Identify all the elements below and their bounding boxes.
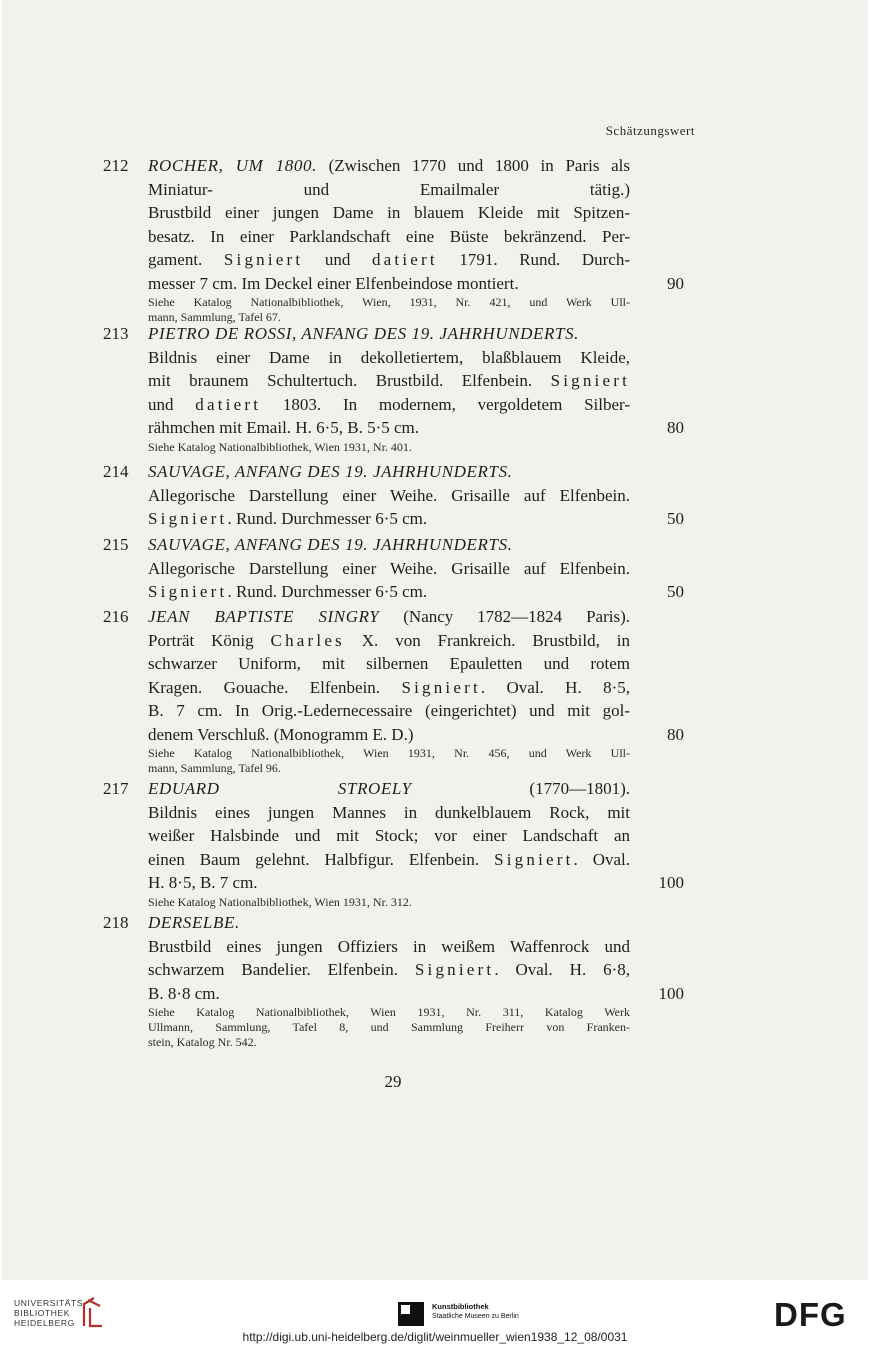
- description-text: mit braunem Schultertuch. Brustbild. Elfenbein.: [148, 371, 551, 390]
- description-text: und: [303, 250, 372, 269]
- dfg-logo[interactable]: DFG: [774, 1296, 847, 1333]
- description-text: denem Verschluß. (Monogramm E. D.): [148, 724, 414, 744]
- description-text: Kragen. Gouache. Elfenbein.: [148, 677, 402, 697]
- description-text: weißer Halsbinde und mit Stock; vor einer Landschaft an: [148, 826, 630, 845]
- description-text: Brustbild einer jungen Dame in blauem Kleide mit Spitzen-: [148, 203, 630, 222]
- description-text: datiert: [195, 394, 262, 414]
- entry-description: [148, 605, 630, 776]
- entry-description: [148, 911, 630, 1050]
- description-line: [148, 533, 630, 557]
- description-line: [148, 629, 630, 653]
- description-line: [148, 322, 630, 346]
- description-line: [148, 484, 630, 508]
- description-line: [148, 699, 630, 723]
- description-text: B. 8·8 cm.: [148, 983, 220, 1003]
- estimate-price: 50: [667, 582, 684, 601]
- description-line: [148, 154, 630, 178]
- kunstbibliothek-icon: [398, 1302, 424, 1326]
- artist-name: SAUVAGE, ANFANG DES 19. JAHRHUNDERTS.: [148, 535, 513, 554]
- description-line: [148, 958, 630, 982]
- description-line: [148, 557, 630, 581]
- lot-number: 214: [103, 462, 129, 481]
- description-text: 1791. Rund. Durch-: [437, 250, 631, 269]
- reference-note: mann, Sammlung, Tafel 96.: [148, 761, 281, 775]
- description-text: . Oval.: [573, 849, 631, 869]
- reference-note: Siehe Katalog Nationalbibliothek, Wien 1931, Nr. 311, Katalog Werk: [148, 1005, 630, 1019]
- description-text: (Zwischen 1770 und 1800 in Paris als: [316, 156, 630, 175]
- reference-note: stein, Katalog Nr. 542.: [148, 1035, 257, 1049]
- description-line: [148, 507, 630, 531]
- ub-logo-line: HEIDELBERG: [14, 1318, 75, 1328]
- entry-description: [148, 777, 630, 910]
- description-text: X. von Frankreich. Brustbild, in: [344, 630, 630, 650]
- estimate-price: 90: [667, 273, 684, 293]
- description-text: H. 8·5, B. 7 cm.: [148, 873, 258, 892]
- description-line: [148, 777, 630, 801]
- kb-sub: Staatliche Museen zu Berlin: [432, 1313, 519, 1320]
- description-text: messer 7 cm. Im Deckel einer Elfenbeindose montiert.: [148, 273, 519, 293]
- description-line: [148, 178, 630, 202]
- source-url-link[interactable]: http://digi.ub.uni-heidelberg.de/diglit/weinmueller_wien1938_12_08/0031: [242, 1330, 628, 1344]
- entry-description: [148, 322, 630, 455]
- ub-bracket-icon: [80, 1296, 106, 1328]
- description-line: [148, 248, 630, 272]
- description-line: [148, 225, 630, 249]
- description-text: Signiert: [148, 509, 228, 528]
- description-line: [148, 605, 630, 629]
- description-text: (Nancy 1782—1824 Paris).: [379, 607, 630, 626]
- description-line: [148, 911, 630, 935]
- description-text: Signiert: [223, 250, 304, 269]
- artist-name: DERSELBE.: [148, 913, 240, 932]
- lot-number: 213: [103, 324, 129, 343]
- entry-description: [148, 154, 630, 325]
- description-line: [148, 580, 630, 604]
- lot-number: 212: [103, 156, 129, 175]
- description-text: Bildnis eines jungen Mannes in dunkelblauem Rock, mit: [148, 802, 630, 822]
- description-text: Charles: [270, 630, 345, 650]
- footer: [0, 1280, 870, 1347]
- artist-name: EDUARD STROELY: [148, 779, 412, 798]
- description-text: datiert: [371, 250, 438, 269]
- estimate-price: 50: [667, 509, 684, 528]
- description-text: rähmchen mit Email. H. 6·5, B. 5·5 cm.: [148, 418, 419, 437]
- ub-logo-line: BIBLIOTHEK: [14, 1308, 71, 1318]
- artist-name: SAUVAGE, ANFANG DES 19. JAHRHUNDERTS.: [148, 462, 513, 481]
- description-line: [148, 723, 630, 747]
- description-text: einen Baum gelehnt. Halbfigur. Elfenbein.: [148, 849, 495, 869]
- reference-note: Siehe Katalog Nationalbibliothek, Wien 1931, Nr. 456, und Werk Ull-: [148, 746, 630, 760]
- artist-name: JEAN BAPTISTE SINGRY: [148, 607, 380, 626]
- description-text: schwarzem Bandelier. Elfenbein.: [148, 960, 415, 979]
- estimate-price: 80: [667, 724, 684, 744]
- description-line: [148, 871, 630, 895]
- description-text: . Rund. Durchmesser 6·5 cm.: [227, 509, 428, 528]
- description-line: [148, 652, 630, 676]
- description-text: Allegorische Darstellung einer Weihe. Grisaille auf Elfenbein.: [148, 558, 630, 578]
- description-line: [148, 369, 630, 393]
- estimate-price: 80: [667, 418, 684, 437]
- description-line: [148, 676, 630, 700]
- description-line: [148, 416, 630, 440]
- description-text: Signiert: [401, 677, 481, 697]
- description-line: [148, 935, 630, 959]
- lot-number: 215: [103, 535, 129, 554]
- description-text: gament.: [148, 250, 224, 269]
- description-text: Porträt König: [148, 630, 271, 650]
- description-text: Signiert: [414, 960, 495, 979]
- estimate-price: 100: [658, 983, 684, 1003]
- description-text: Brustbild eines jungen Offiziers in weißem Waffenrock und: [148, 936, 630, 956]
- description-text: Signiert: [148, 582, 228, 601]
- description-line: [148, 460, 630, 484]
- description-line: [148, 201, 630, 225]
- entry-description: [148, 533, 630, 604]
- description-line: [148, 824, 630, 848]
- description-text: 1803. In modernem, vergoldetem Silber-: [261, 394, 631, 414]
- entry-description: [148, 460, 630, 531]
- description-text: besatz. In einer Parklandschaft eine Büste bekränzend. Per-: [148, 226, 630, 246]
- lot-number: 217: [103, 779, 129, 798]
- description-text: und: [148, 394, 196, 414]
- ub-heidelberg-logo[interactable]: [14, 1298, 87, 1328]
- ub-logo-line: UNIVERSITÄTS-: [14, 1298, 87, 1308]
- kb-name: Kunstbibliothek: [432, 1302, 489, 1311]
- description-line: [148, 393, 630, 417]
- description-text: Miniatur- und Emailmaler tätig.): [148, 179, 630, 199]
- estimate-price: 100: [658, 873, 684, 892]
- description-line: [148, 346, 630, 370]
- description-text: (1770—1801).: [411, 779, 630, 798]
- reference-note: Ullmann, Sammlung, Tafel 8, und Sammlung Freiherr von Franken-: [148, 1020, 630, 1034]
- description-text: schwarzer Uniform, mit silbernen Epauletten und rotem: [148, 654, 630, 673]
- description-line: [148, 272, 630, 296]
- description-text: . Oval. H. 6·8,: [494, 960, 631, 979]
- reference-note: Siehe Katalog Nationalbibliothek, Wien 1931, Nr. 312.: [148, 894, 412, 909]
- column-header: Schätzungswert: [605, 123, 695, 138]
- page-number: 29: [384, 1072, 402, 1091]
- kunstbibliothek-logo[interactable]: [432, 1302, 519, 1321]
- description-line: [148, 801, 630, 825]
- description-line: [148, 848, 630, 872]
- description-text: Signiert: [550, 371, 630, 390]
- description-text: Bildnis einer Dame in dekolletiertem, blaßblauem Kleide,: [148, 347, 630, 367]
- description-text: B. 7 cm. In Orig.-Ledernecessaire (eingerichtet) und mit gol-: [148, 701, 630, 720]
- description-text: . Oval. H. 8·5,: [480, 677, 631, 697]
- reference-note: Siehe Katalog Nationalbibliothek, Wien 1931, Nr. 401.: [148, 439, 412, 454]
- reference-note: Siehe Katalog Nationalbibliothek, Wien, 1931, Nr. 421, und Werk Ull-: [148, 295, 630, 309]
- description-text: Signiert: [494, 849, 574, 869]
- lot-number: 218: [103, 913, 129, 932]
- artist-name: PIETRO DE ROSSI, ANFANG DES 19. JAHRHUNDERTS.: [148, 324, 580, 343]
- description-text: . Rund. Durchmesser 6·5 cm.: [227, 582, 428, 601]
- catalog-page: [2, 0, 868, 1280]
- description-text: Allegorische Darstellung einer Weihe. Grisaille auf Elfenbein.: [148, 485, 630, 505]
- artist-name: ROCHER, UM 1800.: [148, 156, 317, 175]
- lot-number: 216: [103, 607, 129, 626]
- reference-note: mann, Sammlung, Tafel 67.: [148, 310, 281, 324]
- description-line: [148, 982, 630, 1006]
